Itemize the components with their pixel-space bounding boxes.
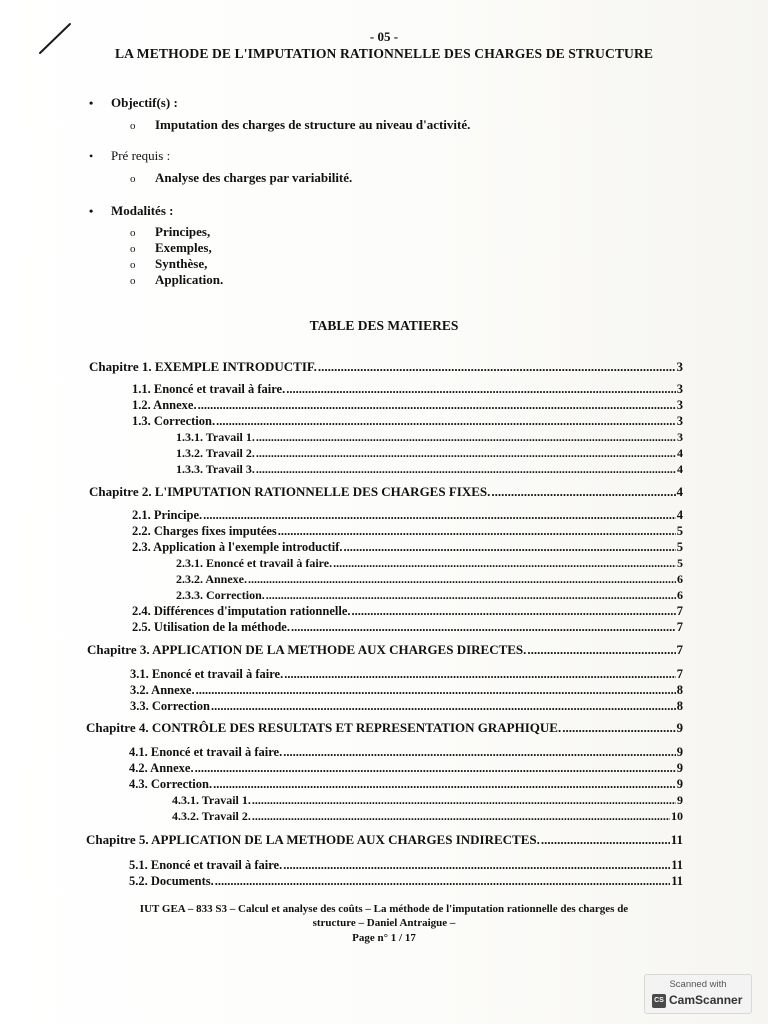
dot-leader bbox=[211, 698, 676, 714]
circle-bullet-icon: o bbox=[130, 120, 136, 132]
toc-entry: 2.5. Utilisation de la méthode. ..... 7 bbox=[132, 619, 683, 635]
dot-leader bbox=[256, 461, 676, 477]
toc-entry: 2.2. Charges fixes imputées ..... 5 bbox=[132, 523, 683, 539]
objective-item: o Imputation des charges de structure au niveau d'activité. bbox=[130, 117, 471, 132]
toc-entry: 2.4. Différences d'imputation rationnelle. ..... 7 bbox=[132, 603, 683, 619]
toc-entry: 1.3.3. Travail 3. ..... 4 bbox=[176, 461, 683, 477]
dot-leader bbox=[196, 682, 676, 698]
toc-entry: 2.3.3. Correction. ..... 6 bbox=[176, 587, 683, 603]
circle-bullet-icon: o bbox=[130, 259, 136, 271]
dot-leader bbox=[215, 873, 670, 889]
modalities-label-row bbox=[89, 203, 173, 219]
circle-bullet-icon: o bbox=[130, 275, 136, 287]
toc-entry: 1.3.2. Travail 2. ..... 4 bbox=[176, 445, 683, 461]
prerequisites-label-row bbox=[89, 148, 170, 164]
camscanner-logo-icon: CS bbox=[652, 994, 666, 1008]
footer-line-1: IUT GEA – 833 S3 – Calcul et analyse des coûts – La méthode de l'imputation rationnelle des charges de bbox=[139, 903, 629, 915]
dot-leader bbox=[562, 720, 675, 736]
toc-entry: 1.3. Correction. ..... 3 bbox=[132, 413, 683, 429]
bullet-icon: • bbox=[89, 149, 94, 163]
toc-entry: 5.1. Enoncé et travail à faire. ..... 11 bbox=[129, 857, 683, 873]
toc-entry: 4.2. Annexe. ..... 9 bbox=[129, 760, 683, 776]
modalities-label: Modalités : bbox=[111, 203, 174, 218]
prerequisite-item: o Analyse des charges par variabilité. bbox=[130, 170, 353, 185]
toc-entry: 4.3.1. Travail 1. ..... 9 bbox=[172, 792, 683, 808]
bullet-icon: • bbox=[89, 204, 94, 218]
toc-entry: 3.3. Correction ..... 8 bbox=[130, 698, 683, 714]
toc-entry: 4.3.2. Travail 2. ..... 10 bbox=[172, 808, 683, 824]
dot-leader bbox=[266, 587, 676, 603]
dot-leader bbox=[256, 445, 676, 461]
dot-leader bbox=[283, 857, 670, 873]
badge-caption: Scanned with bbox=[669, 979, 727, 990]
dot-leader bbox=[283, 744, 676, 760]
modality-item: o Application. bbox=[130, 272, 224, 287]
toc-entry: Chapitre 4. CONTRÔLE DES RESULTATS ET REPRESENTATION GRAPHIQUE. ..... 9 bbox=[86, 720, 683, 736]
objectives-label-row bbox=[89, 95, 178, 111]
dot-leader bbox=[318, 359, 676, 375]
toc-entry: Chapitre 1. EXEMPLE INTRODUCTIF. ..... 3 bbox=[89, 359, 683, 375]
dot-leader bbox=[248, 571, 676, 587]
dot-leader bbox=[252, 808, 670, 824]
toc-entry: 2.3.1. Enoncé et travail à faire. ..... 5 bbox=[176, 555, 683, 571]
toc-entry: 1.3.1. Travail 1. ..... 3 bbox=[176, 429, 683, 445]
footer-page-indicator: Page n° 1 / 17 bbox=[352, 932, 416, 944]
toc-heading: TABLE DES MATIERES bbox=[309, 318, 459, 333]
toc-entry: 1.1. Enoncé et travail à faire. ..... 3 bbox=[132, 381, 683, 397]
toc-entry: 1.2. Annexe. ..... 3 bbox=[132, 397, 683, 413]
dot-leader bbox=[198, 397, 676, 413]
modality-item: o Exemples, bbox=[130, 240, 212, 255]
toc-entry: 3.2. Annexe. ..... 8 bbox=[130, 682, 683, 698]
toc-entry: 2.3. Application à l'exemple introductif. ..... 5 bbox=[132, 539, 683, 555]
prerequisites-label: Pré requis : bbox=[111, 148, 171, 163]
dot-leader bbox=[491, 484, 675, 500]
page-number-header: - 05 - bbox=[369, 29, 399, 44]
dot-leader bbox=[344, 539, 676, 555]
dot-leader bbox=[195, 760, 676, 776]
objectives-label: Objectif(s) : bbox=[111, 95, 178, 110]
circle-bullet-icon: o bbox=[130, 243, 136, 255]
toc-entry: 5.2. Documents. ..... 11 bbox=[129, 873, 683, 889]
badge-brand-name: CamScanner bbox=[669, 993, 743, 1007]
dot-leader bbox=[291, 619, 676, 635]
dot-leader bbox=[333, 555, 676, 571]
dot-leader bbox=[527, 642, 675, 658]
circle-bullet-icon: o bbox=[130, 173, 136, 185]
dot-leader bbox=[541, 832, 670, 848]
modality-item: o Synthèse, bbox=[130, 256, 208, 271]
document-title: LA METHODE DE L'IMPUTATION RATIONNELLE DES CHARGES DE STRUCTURE bbox=[114, 46, 654, 61]
camscanner-badge bbox=[644, 974, 752, 1014]
dot-leader bbox=[216, 413, 676, 429]
toc-entry: 3.1. Enoncé et travail à faire. ..... 7 bbox=[130, 666, 683, 682]
toc-entry: 2.1. Principe. ..... 4 bbox=[132, 507, 683, 523]
dot-leader bbox=[284, 666, 676, 682]
toc-entry: 2.3.2. Annexe. ..... 6 bbox=[176, 571, 683, 587]
dot-leader bbox=[252, 792, 676, 808]
dot-leader bbox=[278, 523, 676, 539]
dot-leader bbox=[352, 603, 676, 619]
toc-entry: Chapitre 2. L'IMPUTATION RATIONNELLE DES CHARGES FIXES. ..... 4 bbox=[89, 484, 683, 500]
toc-entry: 4.3. Correction. ..... 9 bbox=[129, 776, 683, 792]
dot-leader bbox=[256, 429, 676, 445]
footer-line-2: structure – Daniel Antraigue – bbox=[312, 917, 456, 929]
dot-leader bbox=[286, 381, 676, 397]
bullet-icon: • bbox=[89, 96, 94, 110]
toc-entry: Chapitre 5. APPLICATION DE LA METHODE AUX CHARGES INDIRECTES. ..... 11 bbox=[86, 832, 683, 848]
dot-leader bbox=[213, 776, 676, 792]
dot-leader bbox=[203, 507, 676, 523]
circle-bullet-icon: o bbox=[130, 227, 136, 239]
modality-item: o Principes, bbox=[130, 224, 211, 239]
toc-entry: Chapitre 3. APPLICATION DE LA METHODE AUX CHARGES DIRECTES. ..... 7 bbox=[87, 642, 683, 658]
toc-entry: 4.1. Enoncé et travail à faire. ..... 9 bbox=[129, 744, 683, 760]
